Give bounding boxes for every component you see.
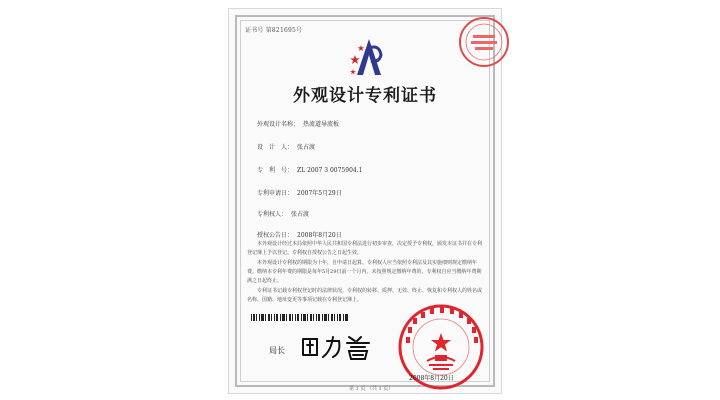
field-patent-number [257,165,362,174]
certificate-body [247,240,485,306]
field-value: 2008年8月20日 [297,232,342,239]
handwritten-signature [299,331,379,361]
issue-date: 2008年8月20日 [409,375,454,382]
red-stamp-top [457,15,511,69]
field-application-date [257,188,342,197]
body-paragraph: 本外观设计经过本局依照中华人民共和国专利法进行初步审查，决定授予专利权，颁发本证书并在专利登记簿上予以登记。专利权自授权公告之日起生效。 [247,241,483,256]
field-value: ZL 2007 3 0075904.1 [297,167,363,174]
certificate-title: 外观设计专利证书 [293,86,437,106]
field-design-name [257,119,339,128]
patent-certificate [228,8,502,394]
field-grant-date [257,230,342,239]
field-label: 专利申请日： [257,190,294,197]
barcode-icon [251,314,349,321]
field-label: 设 计 人： [257,144,294,151]
field-value: 张占渡 [291,211,310,218]
field-label: 授权公告日： [257,232,294,239]
body-paragraph: 专利证书记载专利权登记时的法律状况。专利权的转移、质押、无效、终止、恢复和专利权人的姓名或名称、国籍、地址变更等事项记载在专利登记簿上。 [247,288,483,303]
field-designer [257,142,315,151]
field-value: 张占渡 [297,144,316,151]
sipo-logo-icon [349,35,389,81]
page-footer: 第 1 页 （共 1 页） [349,386,394,392]
field-value: 热流道导流板 [303,121,340,128]
field-patentee [257,209,309,218]
signature-title: 局长 [269,346,285,355]
certificate-number: 证书号 第821695号 [245,27,303,34]
field-label: 外观设计名称： [257,121,300,128]
field-label: 专 利 号： [257,167,294,174]
field-value: 2007年5月29日 [297,190,342,197]
field-label: 专利权人： [257,211,288,218]
body-paragraph: 本外观设计专利权的期限为十年，自申请日起算。专利权人应当依照专利法及其实施细则规定缴纳年费。缴纳本专利年费的期限是每年5月29日前一个月内。未按照规定缴纳年费的，专利权自应当缴纳年费期满之日起终止。 [247,260,482,284]
